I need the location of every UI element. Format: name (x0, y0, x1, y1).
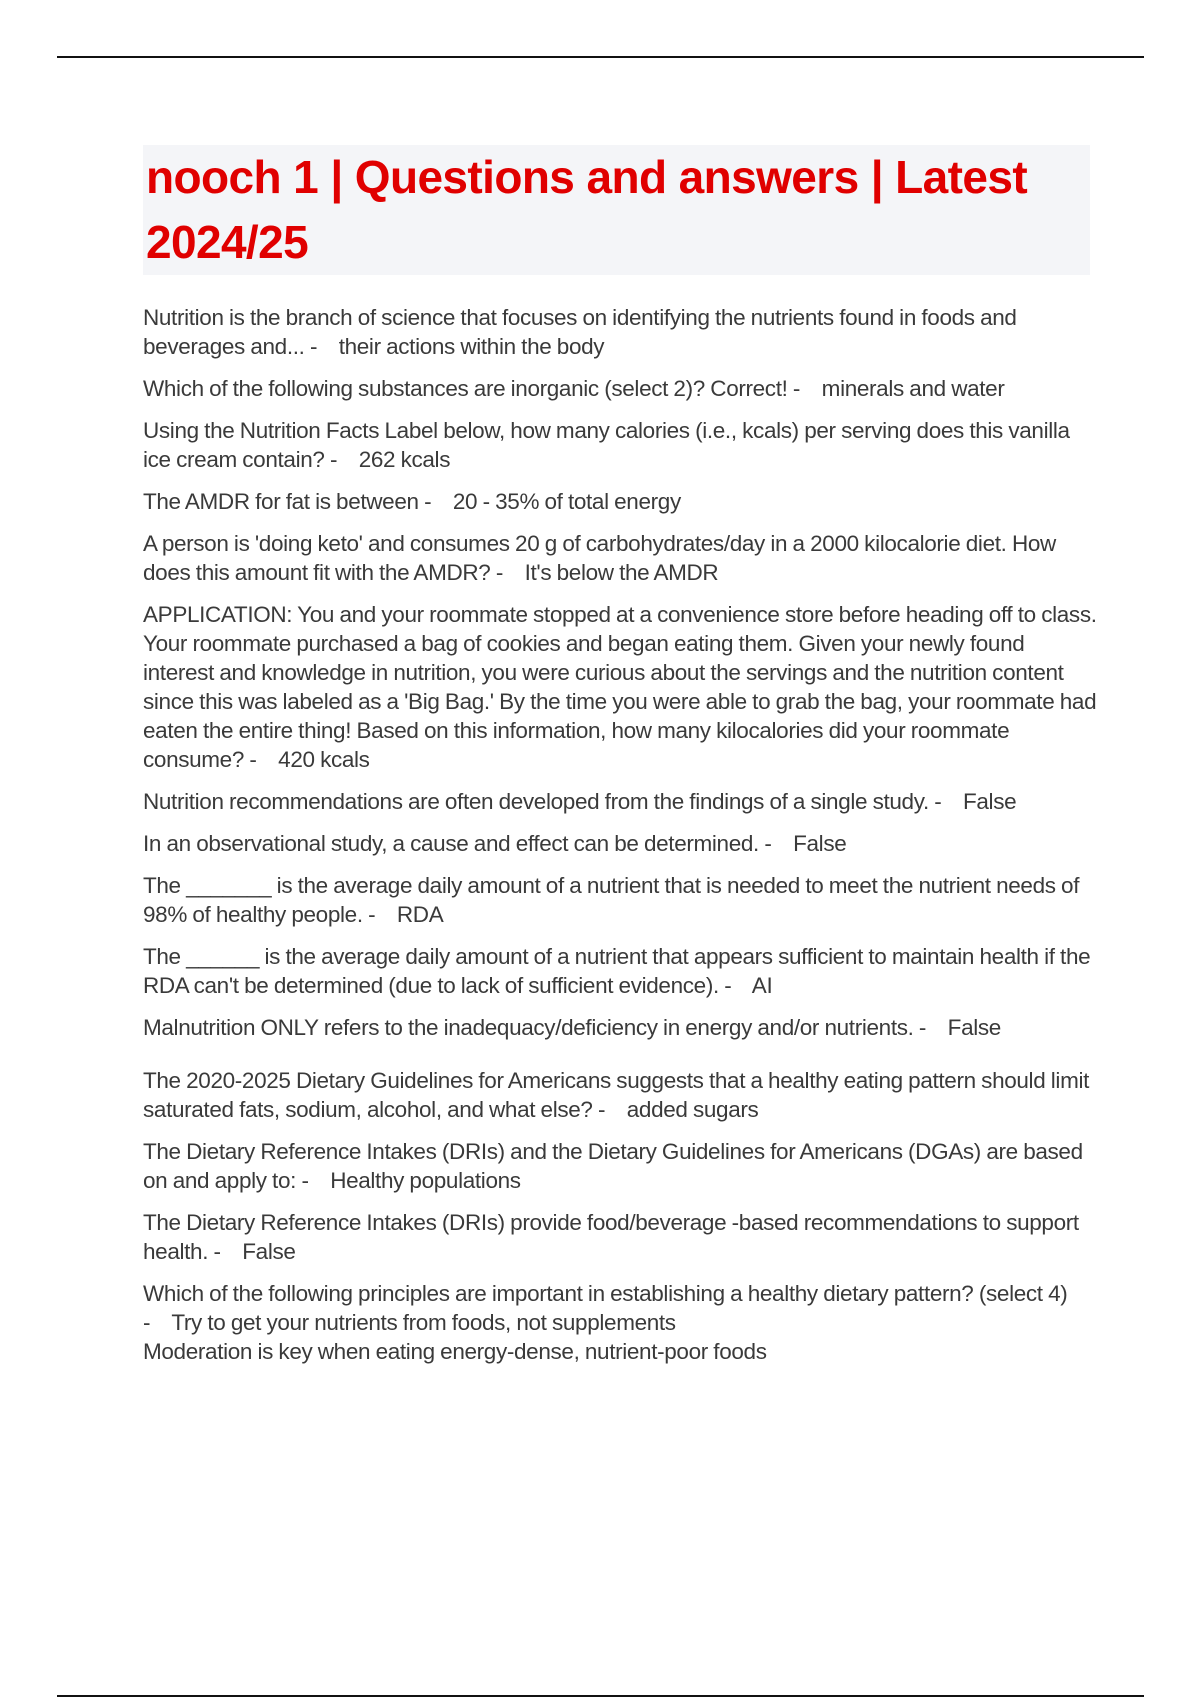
answer-text: - It's below the AMDR (496, 560, 718, 585)
answer-text: - False (934, 789, 1016, 814)
question-text: Malnutrition ONLY refers to the inadequacy/deficiency in energy and/or nutrients. (143, 1015, 914, 1040)
question-text: A person is 'doing keto' and consumes 20 g of carbohydrates/day in a 2000 kilocalorie diet. How does this amount fit with the AMDR? (143, 531, 1056, 585)
answer-text: - RDA (368, 902, 443, 927)
qa-item (143, 829, 1098, 858)
answer-text: - False (214, 1239, 296, 1264)
answer-text: - 420 kcals (249, 747, 369, 772)
answer-text: - Try to get your nutrients from foods, not supplements (143, 1310, 676, 1335)
bottom-rule (57, 1695, 1144, 1697)
answer-text: - added sugars (598, 1097, 758, 1122)
question-text: The Dietary Reference Intakes (DRIs) and the Dietary Guidelines for Americans (DGAs) are based on and apply to: (143, 1139, 1083, 1193)
qa-item (143, 303, 1098, 361)
qa-item (143, 1066, 1098, 1124)
qa-item (143, 487, 1098, 516)
question-text: Which of the following principles are important in establishing a healthy dietary pattern? (select 4) (143, 1281, 1068, 1306)
question-text: Which of the following substances are inorganic (select 2)? Correct! (143, 376, 788, 401)
qa-item (143, 871, 1098, 929)
question-text: The Dietary Reference Intakes (DRIs) provide food/beverage -based recommendations to support health. (143, 1210, 1079, 1264)
question-text: The AMDR for fat is between (143, 489, 419, 514)
answer-text: - False (764, 831, 846, 856)
question-text: APPLICATION: You and your roommate stopped at a convenience store before heading off to class. Your roommate purchased a bag of cookies and began eating them. Given your newly found interest and knowledge in nutrition, you were curious about the servings and the nutrition content since this was labeled as a 'Big Bag.' By the time you were able to grab the bag, your roommate had eaten the entire thing! Based on this information, how many kilocalories did your roommate consume? (143, 602, 1097, 772)
qa-list (143, 303, 1098, 1379)
answer-text: - AI (724, 973, 772, 998)
document-title: nooch 1 | Questions and answers | Latest 2024/25 (146, 151, 1028, 268)
qa-item (143, 1137, 1098, 1195)
question-text: The _______ is the average daily amount of a nutrient that is needed to meet the nutrient needs of 98% of healthy people. (143, 873, 1080, 927)
answer-text-second-line: Moderation is key when eating energy-dense, nutrient-poor foods (143, 1339, 767, 1364)
qa-item (143, 600, 1098, 774)
question-text: Nutrition is the branch of science that focuses on identifying the nutrients found in foods and beverages and... (143, 305, 1017, 359)
top-rule (57, 56, 1144, 58)
qa-item (143, 787, 1098, 816)
answer-text: - Healthy populations (301, 1168, 520, 1193)
qa-item (143, 942, 1098, 1000)
question-text: Nutrition recommendations are often developed from the findings of a single study. (143, 789, 929, 814)
answer-text: - 20 - 35% of total energy (424, 489, 681, 514)
qa-item (143, 374, 1098, 403)
title-banner (143, 145, 1090, 275)
qa-item (143, 1279, 1098, 1366)
qa-item (143, 1013, 1098, 1042)
question-text: The 2020-2025 Dietary Guidelines for Americans suggests that a healthy eating pattern should limit saturated fats, sodium, alcohol, and what else? (143, 1068, 1090, 1122)
answer-text: - 262 kcals (330, 447, 450, 472)
qa-item (143, 416, 1098, 474)
question-text: The ______ is the average daily amount of a nutrient that appears sufficient to maintain health if the RDA can't be determined (due to lack of sufficient evidence). (143, 944, 1091, 998)
qa-item (143, 1208, 1098, 1266)
answer-text: - minerals and water (793, 376, 1005, 401)
answer-text: - False (919, 1015, 1001, 1040)
question-text: Using the Nutrition Facts Label below, how many calories (i.e., kcals) per serving does this vanilla ice cream contain? (143, 418, 1070, 472)
answer-text: - their actions within the body (310, 334, 604, 359)
question-text: In an observational study, a cause and effect can be determined. (143, 831, 759, 856)
qa-item (143, 529, 1098, 587)
